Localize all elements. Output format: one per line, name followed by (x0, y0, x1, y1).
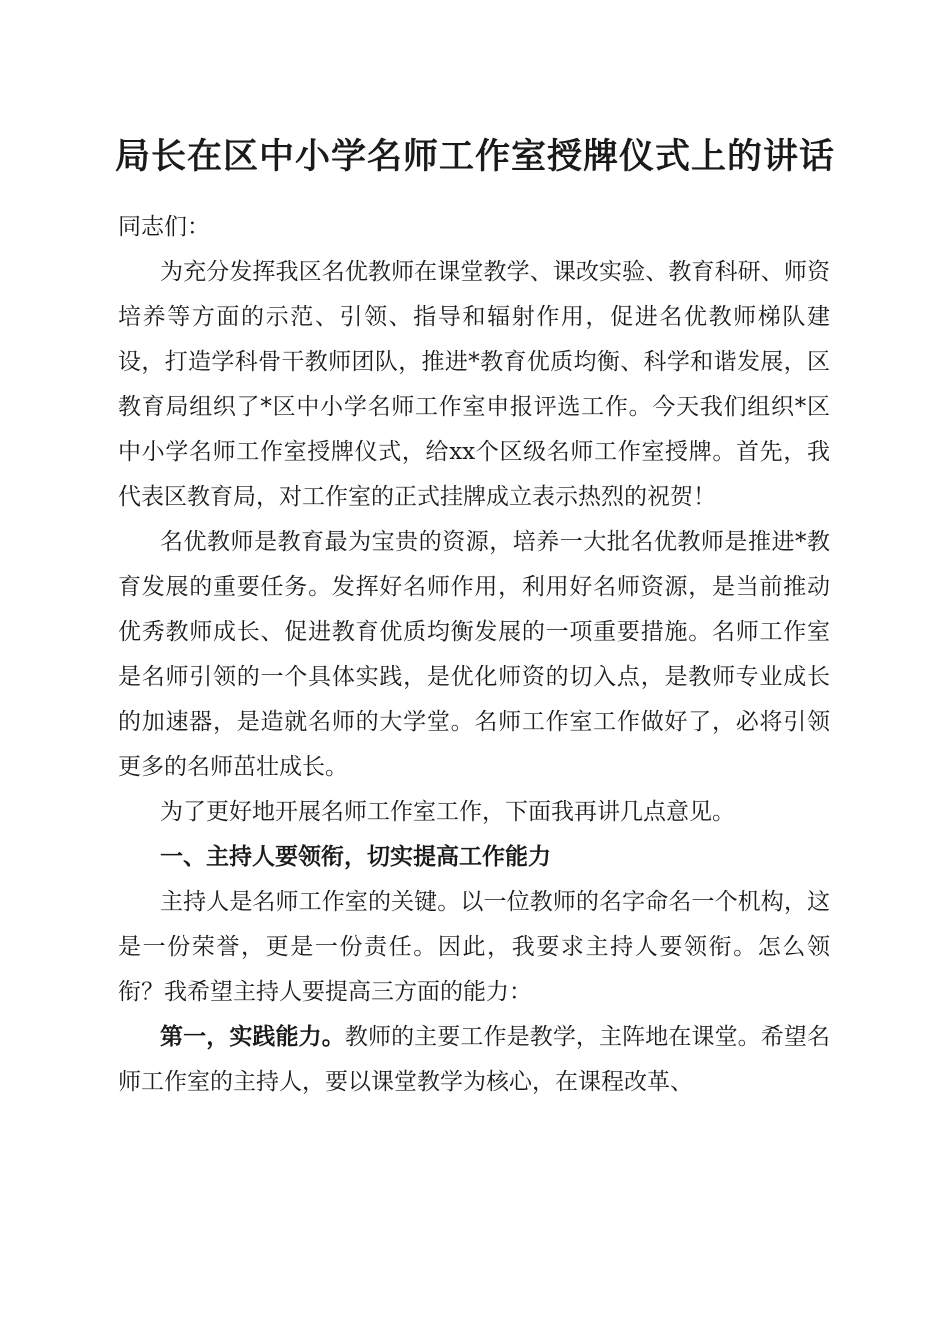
document-body (118, 205, 830, 1105)
salutation: 同志们： (118, 214, 210, 240)
paragraph-continuation: 教师的主要工作是教学，主阵地在课堂。希望名师工作室的主持人，要以课堂教学为核心，在课程改革、 (118, 1024, 831, 1095)
paragraph-transition: 为了更好地开展名师工作室工作，下面我再讲几点意见。 (160, 799, 735, 825)
document-title: 局长在区中小学名师工作室授牌仪式上的讲话 (114, 136, 835, 177)
paragraph-lead-phrase: 第一，实践能力。 (160, 1024, 345, 1050)
paragraph-practice-ability (118, 1015, 830, 1105)
paragraph-intro: 为充分发挥我区名优教师在课堂教学、课改实验、教育科研、师资培养等方面的示范、引领、指导和辐射作用，促进名优教师梯队建设，打造学科骨干教师团队，推进*教育优质均衡、科学和谐发展，区教育局组织了*区中小学名师工作室申报评选工作。今天我们组织*区中小学名师工作室授牌仪式，给xx个区级名师工作室授牌。首先，我代表区教育局，对工作室的正式挂牌成立表示热烈的祝贺！ (118, 259, 830, 510)
paragraph-resources: 名优教师是教育最为宝贵的资源，培养一大批名优教师是推进*教育发展的重要任务。发挥好名师作用，利用好名师资源，是当前推动优秀教师成长、促进教育优质均衡发展的一项重要措施。名师工作室是名师引领的一个具体实践，是优化师资的切入点，是教师专业成长的加速器，是造就名师的大学堂。名师工作室工作做好了，必将引领更多的名师茁壮成长。 (118, 529, 830, 780)
section-heading-1: 一、主持人要领衔，切实提高工作能力 (160, 844, 551, 870)
paragraph-host-role: 主持人是名师工作室的关键。以一位教师的名字命名一个机构，这是一份荣誉，更是一份责任。因此，我要求主持人要领衔。怎么领衔？我希望主持人要提高三方面的能力： (118, 889, 830, 1005)
